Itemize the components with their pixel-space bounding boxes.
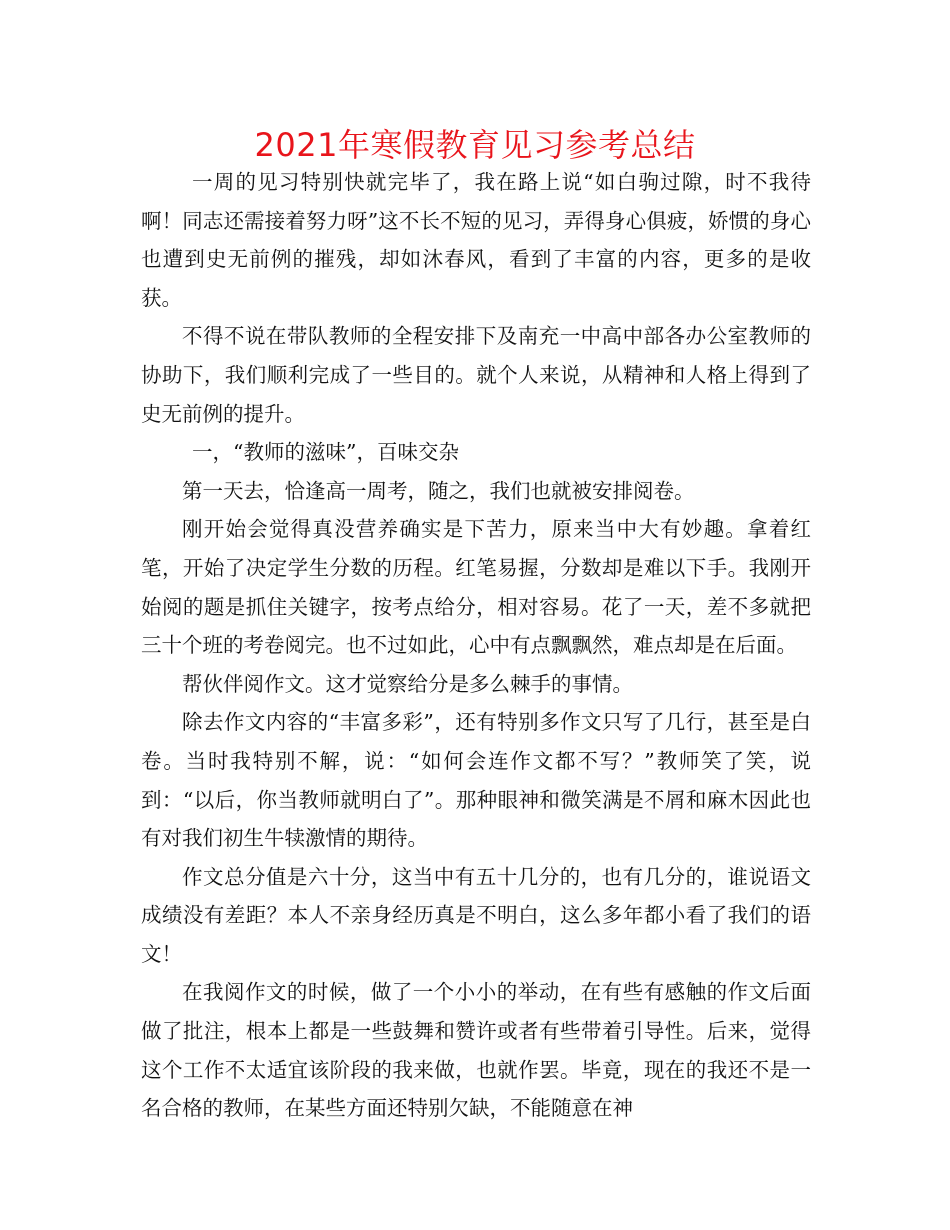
paragraph-essay-content: 除去作文内容的“丰富多彩”，还有特别多作文只写了几行，甚至是白卷。当时我特别不解，说：“如何会连作文都不写？”教师笑了笑，说到：“以后，你当教师就明白了”。那种眼神和微笑满是不屑和麻木因此也有对我们初生牛犊激情的期待。 [141, 710, 811, 851]
paragraph-essay-help: 帮伙伴阅作文。这才觉察给分是多么棘手的事情。 [182, 671, 633, 696]
paragraph-annotations: 在我阅作文的时候，做了一个小小的举动，在有些有感触的作文后面做了批注，根本上都是一些鼓舞和赞许或者有些带着引导性。后来，觉得这个工作不太适宜该阶段的我来做，也就作罢。毕竟，现在的我还不是一名合格的教师，在某些方面还特别欠缺，不能随意在神 [141, 980, 811, 1121]
paragraph-thanks: 不得不说在带队教师的全程安排下及南充一中高中部各办公室教师的协助下，我们顺利完成了一些目的。就个人来说，从精神和人格上得到了史无前例的提升。 [141, 324, 811, 426]
section-heading-teacher-taste: 一，“教师的滋味”，百味交杂 [192, 440, 459, 465]
document-body [141, 163, 811, 1128]
document-title: 2021年寒假教育见习参考总结 [254, 126, 696, 164]
paragraph-first-day: 第一天去，恰逢高一周考，随之，我们也就被安排阅卷。 [182, 478, 695, 503]
paragraph-grading-start: 刚开始会觉得真没营养确实是下苦力，原来当中大有妙趣。拿着红笔，开始了决定学生分数的历程。红笔易握，分数却是难以下手。我刚开始阅的题是抓住关键字，按考点给分，相对容易。花了一天，差不多就把三十个班的考卷阅完。也不过如此，心中有点飘飘然，难点却是在后面。 [141, 517, 811, 658]
paragraph-intro: 一周的见习特别快就完毕了，我在路上说“如白驹过隙，时不我待啊！同志还需接着努力呀”这不长不短的见习，弄得身心俱疲，娇惯的身心也遭到史无前例的摧残，却如沐春风，看到了丰富的内容，更多的是收获。 [141, 170, 811, 310]
paragraph-essay-score: 作文总分值是六十分，这当中有五十几分的，也有几分的，谁说语文成绩没有差距？本人不亲身经历真是不明白，这么多年都小看了我们的语文！ [141, 864, 811, 966]
